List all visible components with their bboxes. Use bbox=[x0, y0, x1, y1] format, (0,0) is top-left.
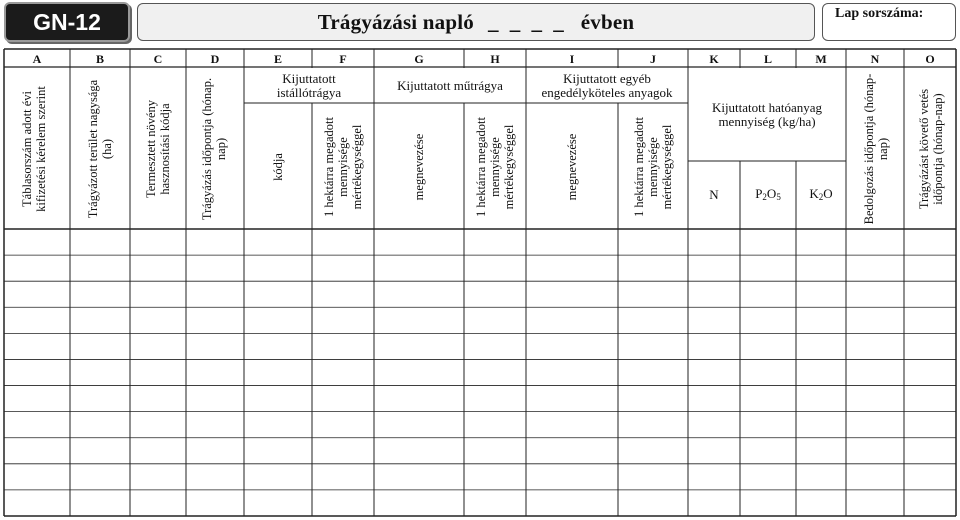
group-header-active-ingredient: Kijuttatott hatóanyag mennyiség (kg/ha) bbox=[711, 100, 823, 129]
column-letter-d: D bbox=[210, 51, 220, 66]
column-letter-e: E bbox=[273, 51, 282, 66]
column-letter-f: F bbox=[339, 51, 347, 66]
group-header-other-materials: Kijuttatott egyéb engedélyköteles anyagok bbox=[541, 71, 673, 100]
column-letter-a: A bbox=[32, 51, 42, 66]
header-col-m: $K_2O$ bbox=[809, 185, 833, 202]
header-col-i: megnevezése bbox=[565, 133, 579, 201]
header-col-f: 1 hektárra megadott mennyisége mértékegységgel bbox=[322, 117, 364, 217]
column-letter-o: O bbox=[925, 51, 935, 66]
header-col-l: $P_2O_5$ bbox=[755, 185, 781, 202]
group-header-manure: Kijuttatott istállótrágya bbox=[276, 71, 342, 100]
header-col-g: megnevezése bbox=[412, 133, 426, 201]
column-letter-m: M bbox=[815, 51, 827, 66]
column-letter-c: C bbox=[153, 51, 163, 66]
header-col-n: Bedolgozás időpontja (hónap-nap) bbox=[862, 73, 890, 225]
header-col-h: 1 hektárra megadott mennyisége mértékegységgel bbox=[474, 117, 516, 217]
header-col-a: Táblasorszám adott évi kifizetési kérelem szerint bbox=[20, 86, 48, 212]
header-col-e: kódja bbox=[271, 153, 285, 181]
header-col-c: Termesztett növény hasznosítási kódja bbox=[144, 99, 172, 199]
header-col-o: Trágyázást követő vetés időpontja (hónap-nap) bbox=[917, 88, 945, 210]
column-letter-b: B bbox=[95, 51, 104, 66]
group-header-fertilizer: Kijuttatott műtrágya bbox=[397, 78, 503, 93]
sheet-number-label: Lap sorszáma: bbox=[835, 6, 924, 21]
column-letter-n: N bbox=[870, 51, 880, 66]
column-letter-k: K bbox=[709, 51, 719, 66]
column-letter-i: I bbox=[569, 51, 575, 66]
header-col-k: N bbox=[709, 187, 719, 202]
year-blank[interactable]: _ _ _ _ bbox=[488, 9, 567, 34]
column-letter-l: L bbox=[763, 51, 772, 66]
column-letter-h: H bbox=[490, 51, 500, 66]
header-col-j: 1 hektárra megadott mennyisége mértékegységgel bbox=[632, 117, 674, 217]
title-suffix: évben bbox=[580, 9, 635, 34]
form-code: GN-12 bbox=[33, 8, 101, 35]
header-col-b: Trágyázott terület nagysága (ha) bbox=[86, 79, 114, 219]
column-letter-j: J bbox=[650, 51, 656, 66]
header-col-d: Trágyázás időpontja (hónap. nap) bbox=[200, 77, 228, 221]
page-title: Trágyázási napló bbox=[317, 9, 474, 34]
column-letter-g: G bbox=[414, 51, 424, 66]
